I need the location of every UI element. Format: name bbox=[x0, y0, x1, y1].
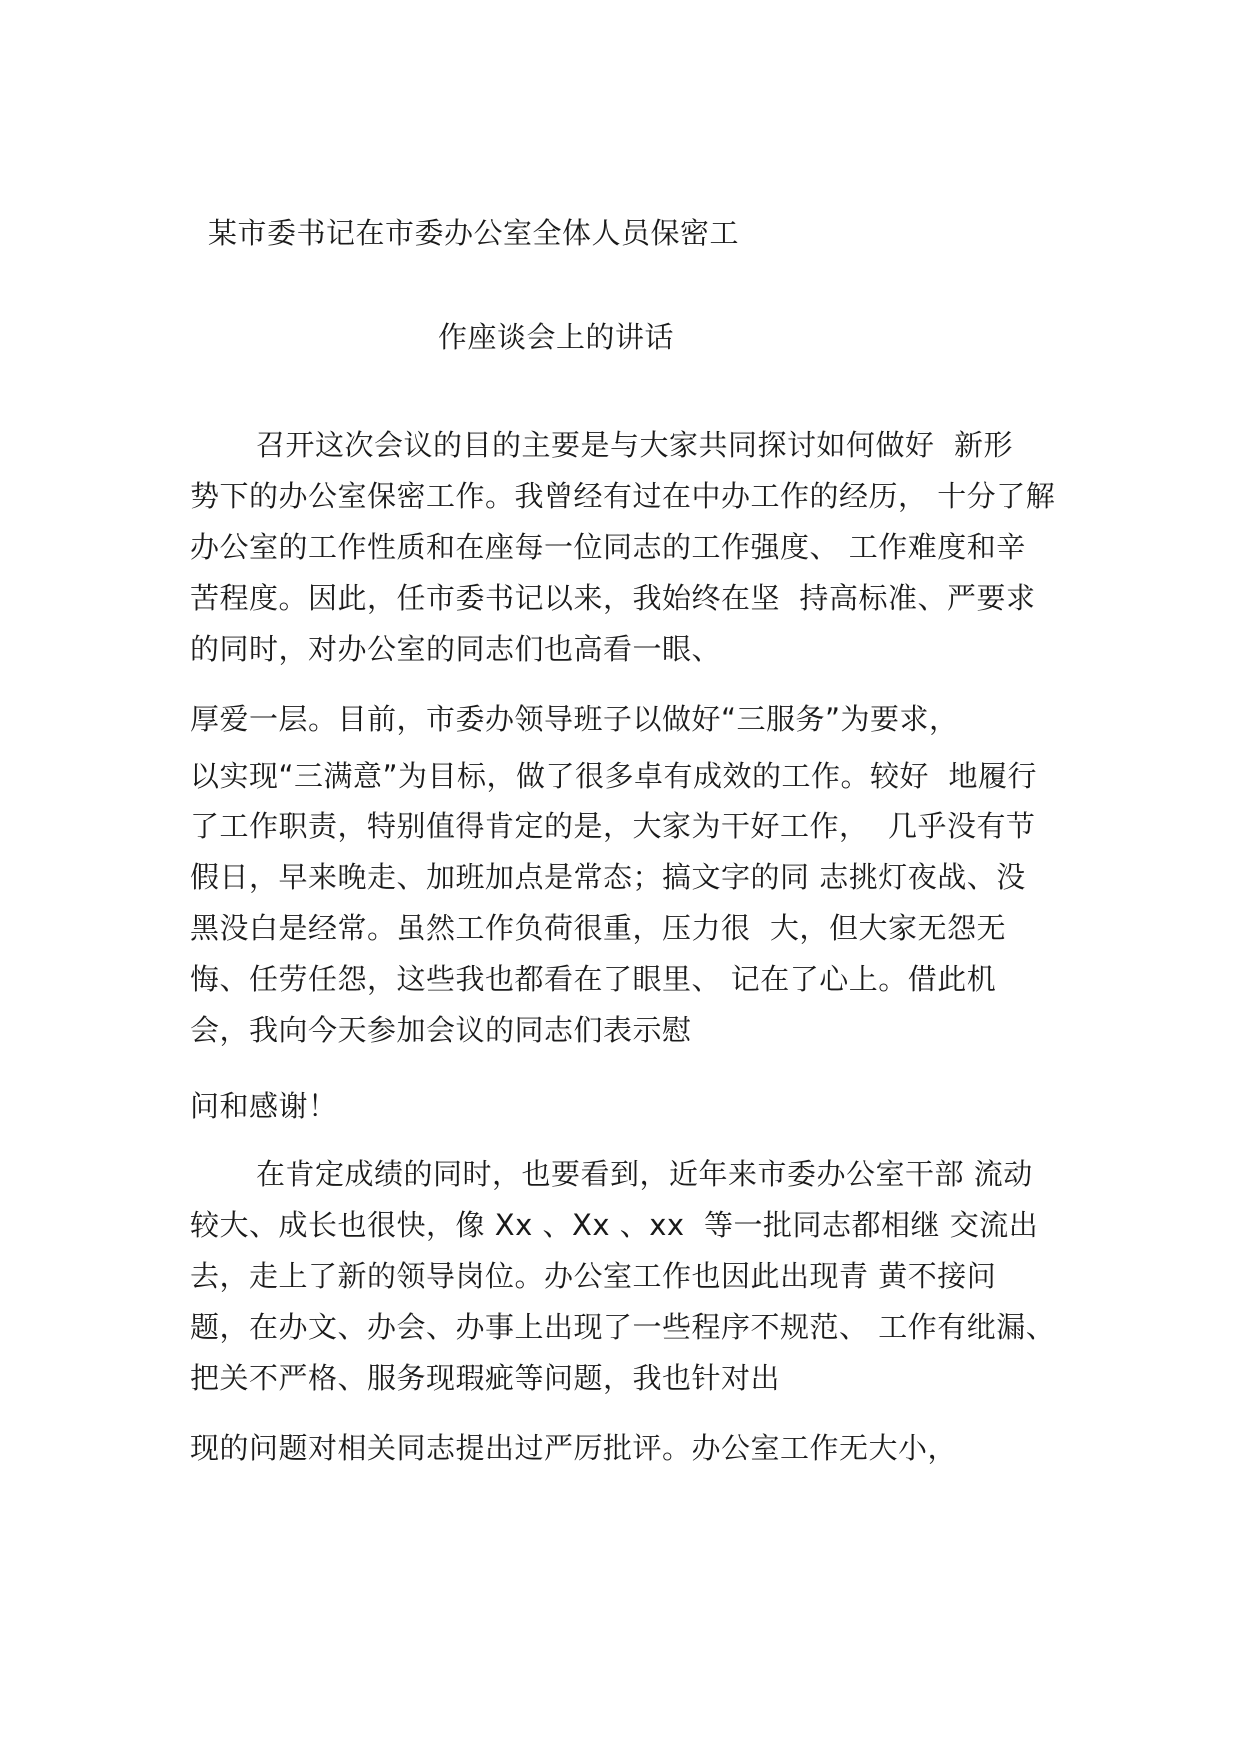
body-line: 去，走上了新的领导岗位。办公室工作也因此出现青 黄不接问 bbox=[190, 1259, 997, 1293]
body-line: 黑没白是经常。虽然工作负荷很重，压力很 大，但大家无怨无 bbox=[190, 911, 1006, 945]
body-line: 会，我向今天参加会议的同志们表示慰 bbox=[190, 1013, 692, 1047]
body-line: 悔、任劳任怨，这些我也都看在了眼里、 记在了心上。借此机 bbox=[190, 962, 997, 996]
document-title-line-2: 作座谈会上的讲话 bbox=[438, 320, 675, 354]
body-line: 的同时，对办公室的同志们也高看一眼、 bbox=[190, 632, 722, 666]
body-line: 把关不严格、服务现瑕疵等问题，我也针对出 bbox=[190, 1361, 781, 1395]
body-line: 较大、成长也很快，像 Xx 、Xx 、xx 等一批同志都相继 交流出 bbox=[190, 1208, 1039, 1242]
body-line: 厚爱一层。目前，市委办领导班子以做好“三服务”为要求， bbox=[190, 702, 959, 736]
body-line: 办公室的工作性质和在座每一位同志的工作强度、 工作难度和辛 bbox=[190, 530, 1026, 564]
body-line: 召开这次会议的目的主要是与大家共同探讨如何做好 新形 bbox=[256, 428, 1013, 462]
body-line: 在肯定成绩的同时，也要看到，近年来市委办公室干部 流动 bbox=[256, 1157, 1033, 1191]
body-line: 势下的办公室保密工作。我曾经有过在中办工作的经历， 十分了解 bbox=[190, 479, 1056, 513]
body-line: 以实现“三满意”为目标，做了很多卓有成效的工作。较好 地履行 bbox=[190, 759, 1037, 793]
body-line: 题，在办文、办会、办事上出现了一些程序不规范、 工作有纰漏、 bbox=[190, 1310, 1056, 1344]
body-line: 假日，早来晚走、加班加点是常态；搞文字的同 志挑灯夜战、没 bbox=[190, 860, 1026, 894]
body-line: 问和感谢！ bbox=[190, 1089, 338, 1123]
document-title-line-1: 某市委书记在市委办公室全体人员保密工 bbox=[208, 216, 740, 250]
body-line: 苦程度。因此，任市委书记以来，我始终在坚 持高标准、严要求 bbox=[190, 581, 1036, 615]
body-line: 现的问题对相关同志提出过严厉批评。办公室工作无大小， bbox=[190, 1431, 958, 1465]
body-line: 了工作职责，特别值得肯定的是，大家为干好工作， 几乎没有节 bbox=[190, 809, 1036, 843]
